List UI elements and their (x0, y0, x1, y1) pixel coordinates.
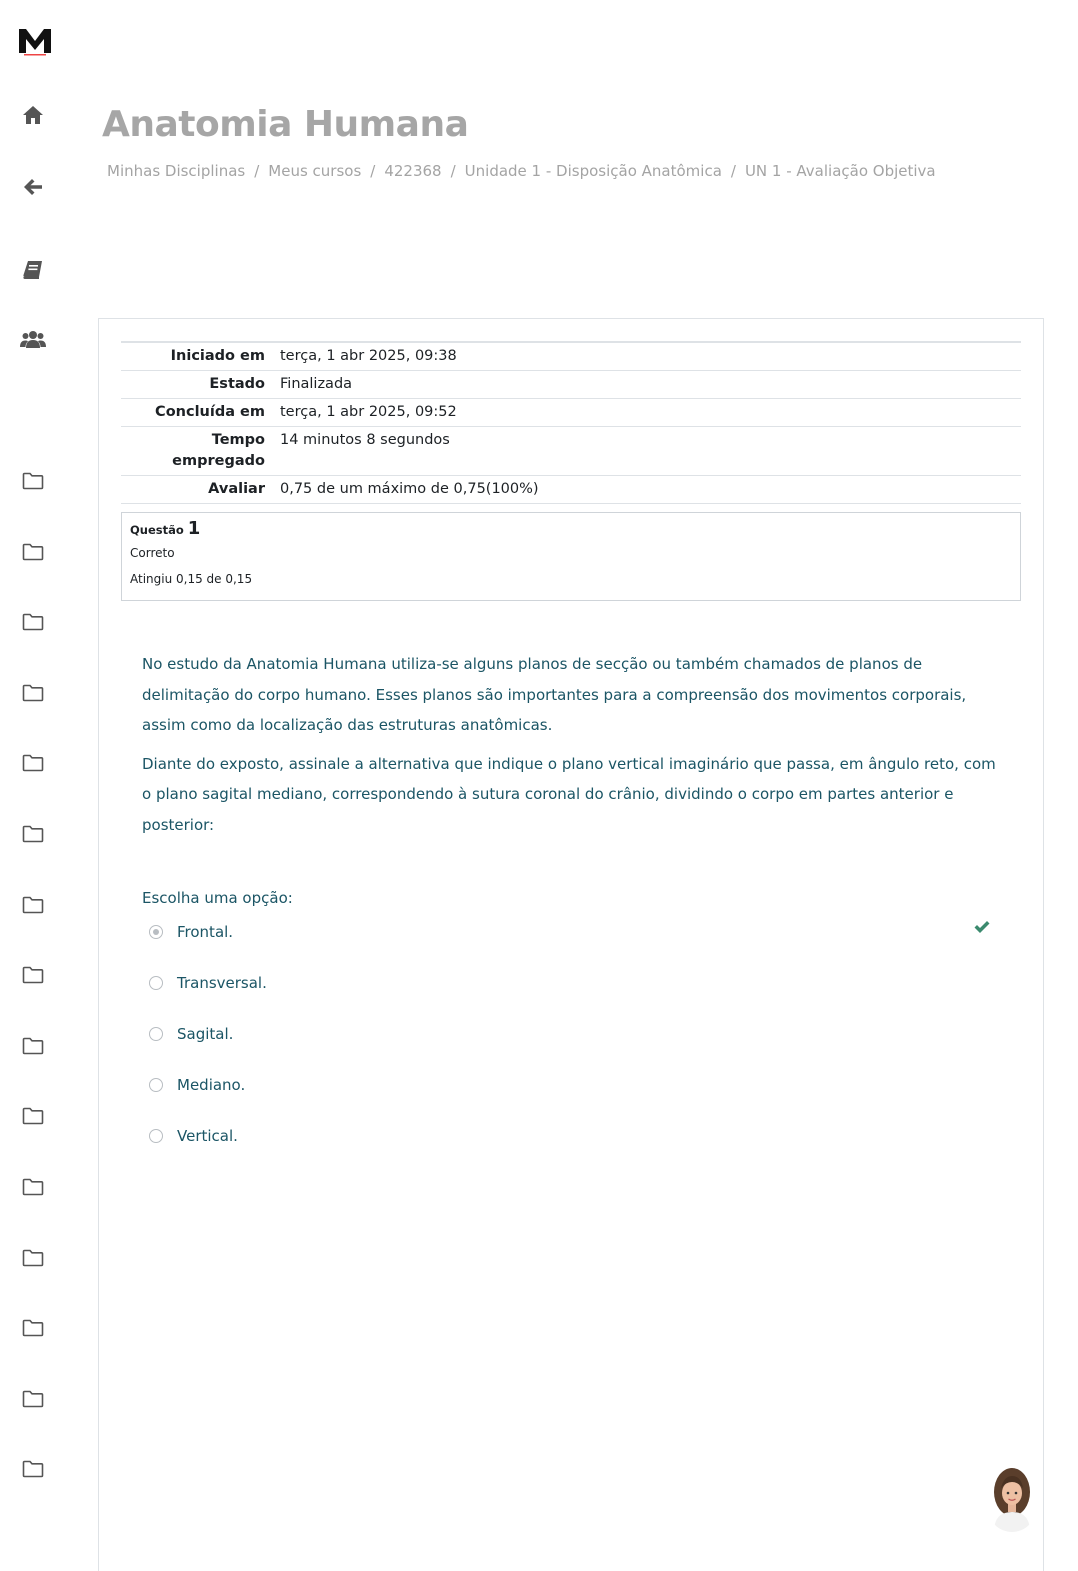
question-paragraph: No estudo da Anatomia Humana utiliza-se alguns planos de secção ou também chamados de planos de delimitação do corpo humano. Esses planos são importantes para a compreensão dos movimentos corporais, assim como da localização das estruturas anatômicas. (142, 655, 967, 734)
folder-icon[interactable] (20, 1105, 46, 1127)
breadcrumb (107, 162, 936, 180)
radio-button[interactable] (149, 1027, 163, 1041)
folder-icon[interactable] (20, 682, 46, 704)
summary-value: terça, 1 abr 2025, 09:52 (280, 404, 457, 420)
answer-option-label: Transversal. (177, 974, 267, 992)
arrow-left-icon[interactable] (20, 176, 46, 198)
answer-option-vertical[interactable] (149, 1127, 238, 1145)
radio-button[interactable] (149, 976, 163, 990)
attempt-summary-table (121, 341, 1021, 504)
question-label: Questão (130, 523, 184, 537)
folder-icon[interactable] (20, 823, 46, 845)
summary-label: Concluída em (155, 404, 265, 420)
question-text (142, 649, 1007, 848)
breadcrumb-separator: / (370, 162, 376, 180)
question-number-value: 1 (187, 518, 201, 539)
summary-label: Tempo empregado (172, 432, 265, 469)
app-logo[interactable] (18, 26, 52, 56)
breadcrumb-separator: / (450, 162, 456, 180)
folder-icon[interactable] (20, 964, 46, 986)
folder-icon[interactable] (20, 1247, 46, 1269)
breadcrumb-item-avaliacao[interactable]: UN 1 - Avaliação Objetiva (744, 162, 936, 180)
summary-value: terça, 1 abr 2025, 09:38 (280, 348, 457, 364)
answer-option-transversal[interactable] (149, 974, 267, 992)
summary-row-time-taken (121, 427, 1021, 476)
summary-value: 14 minutos 8 segundos (280, 432, 450, 448)
folder-icon[interactable] (20, 1317, 46, 1339)
summary-value: Finalizada (280, 376, 353, 392)
folder-icon[interactable] (20, 1035, 46, 1057)
question-info-box (121, 512, 1021, 601)
radio-button-selected[interactable] (149, 925, 163, 939)
left-rail (0, 0, 70, 1571)
summary-row-state (121, 371, 1021, 399)
summary-label: Iniciado em (170, 348, 265, 364)
folder-icon[interactable] (20, 1388, 46, 1410)
summary-row-grade (121, 476, 1021, 504)
summary-row-completed (121, 399, 1021, 427)
question-score: Atingiu 0,15 de 0,15 (130, 572, 253, 586)
folder-icon[interactable] (20, 894, 46, 916)
home-icon[interactable] (20, 104, 46, 126)
breadcrumb-item-meus-cursos[interactable]: Meus cursos (268, 162, 362, 180)
check-icon (973, 919, 991, 935)
answer-option-mediano[interactable] (149, 1076, 245, 1094)
answer-option-label: Mediano. (177, 1076, 246, 1094)
users-icon[interactable] (20, 328, 46, 350)
folder-icon[interactable] (20, 611, 46, 633)
breadcrumb-item-disciplinas[interactable]: Minhas Disciplinas (107, 162, 246, 180)
summary-label: Avaliar (208, 481, 265, 497)
answer-option-label: Sagital. (177, 1025, 234, 1043)
question-status: Correto (130, 546, 175, 560)
folder-icon[interactable] (20, 752, 46, 774)
summary-label: Estado (209, 376, 265, 392)
folder-icon[interactable] (20, 1176, 46, 1198)
assistant-avatar-icon[interactable] (988, 1462, 1036, 1532)
radio-button[interactable] (149, 1078, 163, 1092)
summary-row-started (121, 343, 1021, 371)
breadcrumb-separator: / (254, 162, 260, 180)
page-title: Anatomia Humana (102, 104, 469, 145)
radio-button[interactable] (149, 1129, 163, 1143)
answer-option-label: Vertical. (177, 1127, 238, 1145)
book-icon[interactable] (20, 259, 46, 281)
answer-prompt: Escolha uma opção: (142, 889, 293, 907)
folder-icon[interactable] (20, 470, 46, 492)
folder-icon[interactable] (20, 1458, 46, 1480)
question-number (130, 519, 1012, 540)
answer-option-label: Frontal. (177, 923, 234, 941)
breadcrumb-item-course-id[interactable]: 422368 (384, 162, 442, 180)
quiz-review-panel (98, 318, 1044, 1571)
question-paragraph: Diante do exposto, assinale a alternativa que indique o plano vertical imaginário que passa, em ângulo reto, com o plano sagital mediano, correspondendo à sutura coronal do crânio, dividindo o corpo em partes anterior e posterior: (142, 754, 996, 834)
breadcrumb-item-unidade[interactable]: Unidade 1 - Disposição Anatômica (464, 162, 722, 180)
summary-value: 0,75 de um máximo de 0,75(100%) (280, 481, 539, 497)
answer-option-frontal[interactable] (149, 923, 233, 941)
folder-icon[interactable] (20, 541, 46, 563)
answer-option-sagital[interactable] (149, 1025, 233, 1043)
breadcrumb-separator: / (730, 162, 736, 180)
